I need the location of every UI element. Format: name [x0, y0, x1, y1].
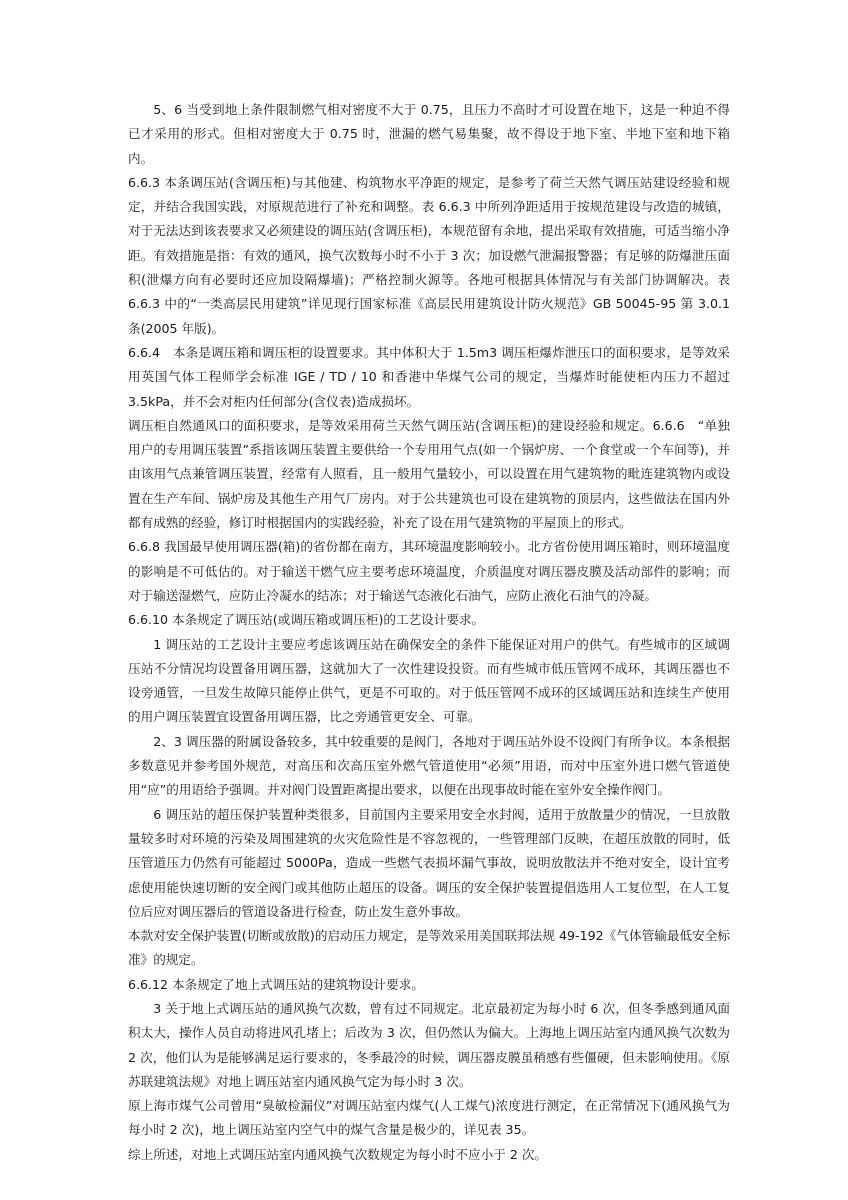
paragraph-item-2-3: 2、3 调压器的附属设备较多，其中较重要的是阀门，各地对于调压站外设不设阀门有所争议。本条根据多数意见并参考国外规范，对高压和次高压室外燃气管道使用“必须”用语，而对中压室外进口燃气管道使用“应”的用语给予强调。并对阀门设置距离提出要求，以便在出现事故时能在室外安全操作阀门。: [128, 733, 730, 798]
paragraph-safety-device: 本款对安全保护装置(切断或放散)的启动压力规定，是等效采用美国联邦法规 49-192《气体管输最低安全标准》的规定。: [128, 928, 730, 968]
paragraph-item-6: 6 调压站的超压保护装置种类很多，目前国内主要采用安全水封阀，适用于放散量少的情况，一旦放散量较多时对环境的污染及周围建筑的火灾危险性是不容忽视的，一些管理部门反映，在超压放散的同时，低压管道压力仍然有可能超过 5000Pa，造成一些燃气表损坏漏气事故，说明放散法并不绝对安全，设计宜考虑使用能快速切断的安全阀门或其他防止超压的设备。调压的安全保护装置提倡选用人工复位型，在人工复位后应对调压器后的管道设备进行检查，防止发生意外事故。: [128, 806, 730, 919]
document-body: [128, 98, 730, 1167]
paragraph-6-6-6: 调压柜自然通风口的面积要求，是等效采用荷兰天然气调压站(含调压柜)的建设经验和规定。6.6.6 “单独用户的专用调压装置”系指该调压装置主要供给一个专用用气点(如一个锅炉房、一个食堂或一个车间等)，并由该用气点兼管调压装置，经常有人照看，且一般用气量较小，可以设置在用气建筑物的毗连建筑物内或设置在生产车间、锅炉房及其他生产用气厂房内。对于公共建筑也可设在建筑物的顶层内，这些做法在国内外都有成熟的经验，修订时根据国内的实践经验，补充了设在用气建筑物的平屋顶上的形式。: [128, 417, 730, 531]
paragraph-6-6-10: 6.6.10 本条规定了调压站(或调压箱或调压柜)的工艺设计要求。: [128, 612, 485, 628]
paragraph-6-6-3: 6.6.3 本条调压站(含调压柜)与其他建、构筑物水平净距的规定，是参考了荷兰天然气调压站建设经验和规定，并结合我国实践，对原规范进行了补充和调整。表 6.6.3 中所列净距适用于按规范建设与改造的城镇，对于无法达到该表要求又必须建设的调压站(含调压柜)，本规范留有余地，提出采取有效措施，可适当缩小净距。有效措施是指：有效的通风，换气次数每小时不小于 3 次；加设燃气泄漏报警器；有足够的防爆泄压面积(泄爆方向有必要时还应加设隔爆墙)；严格控制火源等。各地可根据具体情况与有关部门协调解决。表 6.6.3 中的“一类高层民用建筑”详见现行国家标准《高层民用建筑设计防火规范》GB 50045-95 第 3.0.1 条(2005 年版)。: [128, 174, 730, 336]
paragraph-shanghai-test: 原上海市煤气公司曾用“臭敏检漏仪”对调压站室内煤气(人工煤气)浓度进行测定，在正常情况下(通风换气为每小时 2 次)，地上调压站室内空气中的煤气含量是极少的，详见表 35。: [128, 1098, 730, 1138]
paragraph-5-6: 5、6 当受到地上条件限制燃气相对密度不大于 0.75，且压力不高时才可设置在地下，这是一种迫不得已才采用的形式。但相对密度大于 0.75 时，泄漏的燃气易集聚，故不得设于地下室、半地下室和地下箱内。: [128, 102, 730, 166]
paragraph-conclusion: 综上所述，对地上式调压站室内通风换气次数规定为每小时不应小于 2 次。: [128, 1146, 548, 1162]
paragraph-item-3: 3 关于地上式调压站的通风换气次数，曾有过不同规定。北京最初定为每小时 6 次，但冬季感到通风面积太大，操作人员自动将进风孔堵上；后改为 3 次，但仍然认为偏大。上海地上调压站室内通风换气次数为 2 次，他们认为是能够满足运行要求的，冬季最冷的时候，调压器皮膜虽稍感有些僵硬，但未影响使用。《原苏联建筑法规》对地上调压站室内通风换气定为每小时 3 次。: [128, 1000, 730, 1089]
paragraph-6-6-4: 6.6.4 本条是调压箱和调压柜的设置要求。其中体积大于 1.5m3 调压柜爆炸泄压口的面积要求，是等效采用英国气体工程师学会标准 IGE / TD / 10 和香港中华煤气公司的规定，当爆炸时能使柜内压力不超过 3.5kPa，并不会对柜内任何部分(含仪表)造成损坏。: [128, 344, 730, 409]
paragraph-6-6-12: 6.6.12 本条规定了地上式调压站的建筑物设计要求。: [128, 976, 424, 992]
paragraph-6-6-8: 6.6.8 我国最早使用调压器(箱)的省份都在南方，其环境温度影响较小。北方省份使用调压箱时，则环境温度的影响是不可低估的。对于输送干燃气应主要考虑环境温度，介质温度对调压器皮膜及活动部件的影响；而对于输送湿燃气，应防止冷凝水的结冻；对于输送气态液化石油气，应防止液化石油气的冷凝。: [128, 539, 730, 603]
paragraph-item-1: 1 调压站的工艺设计主要应考虑该调压站在确保安全的条件下能保证对用户的供气。有些城市的区域调压站不分情况均设置备用调压器，这就加大了一次性建设投资。而有些城市低压管网不成环，其调压器也不设旁通管，一旦发生故障只能停止供气，更是不可取的。对于低压管网不成环的区域调压站和连续生产使用的用户调压装置宜设置备用调压器，比之旁通管更安全、可靠。: [128, 636, 730, 725]
